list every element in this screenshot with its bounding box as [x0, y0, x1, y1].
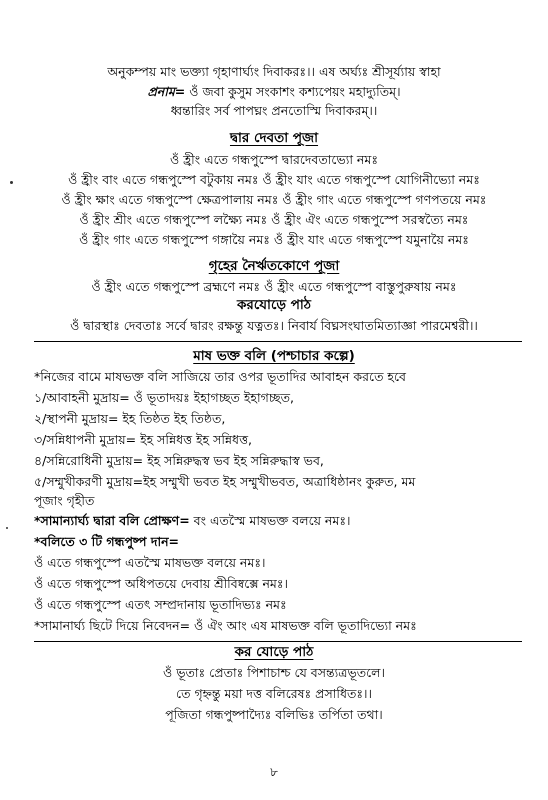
prokshan-label: *সামান্যার্ঘ্য দ্বারা বলি প্রোক্ষণ= [34, 513, 190, 528]
mudra-line: ৪/সন্নিরোধিনী মুদ্রায়= ইহ সন্নিরুদ্ধস্ব ভব ইহ সন্নিরুদ্ধাস্ব ভব, [34, 453, 324, 468]
mantra-line: ওঁ হ্রীং বাং এতে গন্ধপুস্পে বটুকায় নমঃ ওঁ হ্রীং যাং এতে গন্ধপুস্পে যোগিনীভ্যো নমঃ [68, 172, 480, 187]
verse-line: তে গৃহ্নন্তু ময়া দত্ত বলিরেষঃ প্রসাধিতঃ।। [176, 686, 372, 701]
mantra-line: ওঁ হ্রীং এতে গন্ধপুস্পে দ্বারদেবতাভ্যো নমঃ [169, 152, 379, 167]
intro-line-1: অনুকম্পয় মাং ভক্ত্যা গৃহাণার্ঘ্যং দিবাকরঃ।। এষ অর্ঘ্যঃ শ্রীসূর্য্যায় স্বাহা [107, 64, 441, 79]
mudra-line: ২/স্থাপনী মুদ্রায়= ইহ তিষ্ঠত ইহ তিষ্ঠত, [34, 411, 226, 426]
mudra-line: ৩/সন্নিধাপনী মুদ্রায়= ইহ সন্নিধত্ত ইহ সন্নিধত্ত, [34, 432, 252, 447]
page-number: ৮ [270, 765, 278, 779]
section-title-kar-jore-path: কর যোড়ে পাঠ [234, 644, 314, 660]
offer-line: ওঁ এতে গন্ধপুস্পে এতস্মৈ মাষভক্ত বলয়ে নমঃ। [34, 555, 266, 570]
nivedan-line: *সামানার্ঘ্য ছিটে দিয়ে নিবেদন= ওঁ ঐং আং এষ মাষভক্ত বলি ভূতাদিভ্যো নমঃ [34, 618, 417, 633]
verse-line: পূজিতা গন্ধপুষ্পাদ্যৈঃ বলিভিঃ তর্পিতা তথা। [165, 707, 383, 722]
section-title-nairrit: গৃহের নৈর্ঋতকোণে পূজা [208, 258, 340, 274]
pranam-text: ওঁ জবা কুসুম সংকাশং কশ্যপেয়ং মহাদ্যুতিম্। [185, 84, 401, 99]
pranam-label: প্রনাম= [147, 84, 186, 99]
prokshan-text: বং এতস্মৈ মাষভক্ত বলয়ে নমঃ। [189, 513, 351, 528]
section-title-mash-bhakta: মাষ ভক্ত বলি (পশ্চাচার কল্পে) [193, 348, 355, 364]
mudra-line: ৫/সম্মুখীকরণী মুদ্রায়=ইহ সম্মুখী ভবত ইহ সম্মুখীভবত, অত্রাধিষ্ঠানং কুরুত, মম [34, 474, 416, 489]
mantra-line: ওঁ হ্রীং ক্ষাং এতে গন্ধপুস্পে ক্ষেত্রপালায় নমঃ ওঁ হ্রীং গাং এতে গন্ধপুস্পে গণপতয়ে নমঃ [61, 192, 487, 207]
scan-speck [6, 527, 8, 529]
mantra-line: ওঁ দ্বারস্থাঃ দেবতাঃ সর্বে দ্বারং রক্ষন্তু যত্নতঃ। নিবার্য বিঘ্নসংঘাতমিত্যাজ্ঞা পারমেশ্বরী।। [70, 318, 478, 333]
offer-line: ওঁ এতে গন্ধপুস্পে এতৎ সম্প্রদানায় ভূতাদিভ্যঃ নমঃ [34, 597, 287, 612]
offer-line: ওঁ এতে গন্ধপুস্পে অধিপতয়ে দেবায় শ্রীবিষ্বক্সে নমঃ। [34, 576, 289, 591]
divider-rule [34, 341, 522, 342]
divider-rule [34, 641, 522, 642]
intro-line-2 [0, 84, 548, 100]
verse-line: ওঁ ভূতাঃ প্রেতাঃ পিশাচাশ্চ যে বসন্ত্যত্রভূতলে। [163, 665, 385, 680]
scan-speck [10, 181, 13, 184]
mantra-line: ওঁ হ্রীং গাং এতে গন্ধপুস্পে গঙ্গায়ৈ নমঃ ওঁ হ্রীং যাং এতে গন্ধপুস্পে যমুনায়ৈ নমঃ [79, 232, 469, 247]
mantra-line: ওঁ হ্রীং এতে গন্ধপুস্পে ব্রহ্মণে নমঃ ওঁ হ্রীং এতে গন্ধপুস্পে বাস্তুপুরুষায় নমঃ [91, 279, 457, 294]
section-title-dwar-devata: দ্বার দেবতা পূজা [229, 130, 319, 146]
mudra-line: ১/আবাহনী মুদ্রায়= ওঁ ভূতাদয়ঃ ইহাগচ্ছত ইহাগচ্ছত, [34, 390, 294, 405]
mudra-line-cont: পূজাং গৃহীত [34, 493, 95, 508]
prokshan-line [34, 513, 350, 529]
mantra-line: ওঁ হ্রীং শ্রীং এতে গন্ধপুস্পে লক্ষ্যৈ নমঃ ওঁ হ্রীং ঐং এতে গন্ধপুস্পে সরস্বত্যৈ নমঃ [79, 212, 469, 227]
intro-line-3: ধ্বন্তারিং সর্ব পাপঘ্নং প্রনতোস্মি দিবাকরম্।। [170, 103, 378, 118]
subtitle-karjore-path: করযোড়ে পাঠ [236, 297, 312, 313]
gandhapushpa-dan-label: *বলিতে ৩ টি গন্ধপুষ্প দান= [34, 534, 180, 549]
instruction-line: *নিজের বামে মাষভক্ত বলি সাজিয়ে তার ওপর ভূতাদির আবাহন করতে হবে [34, 369, 406, 384]
